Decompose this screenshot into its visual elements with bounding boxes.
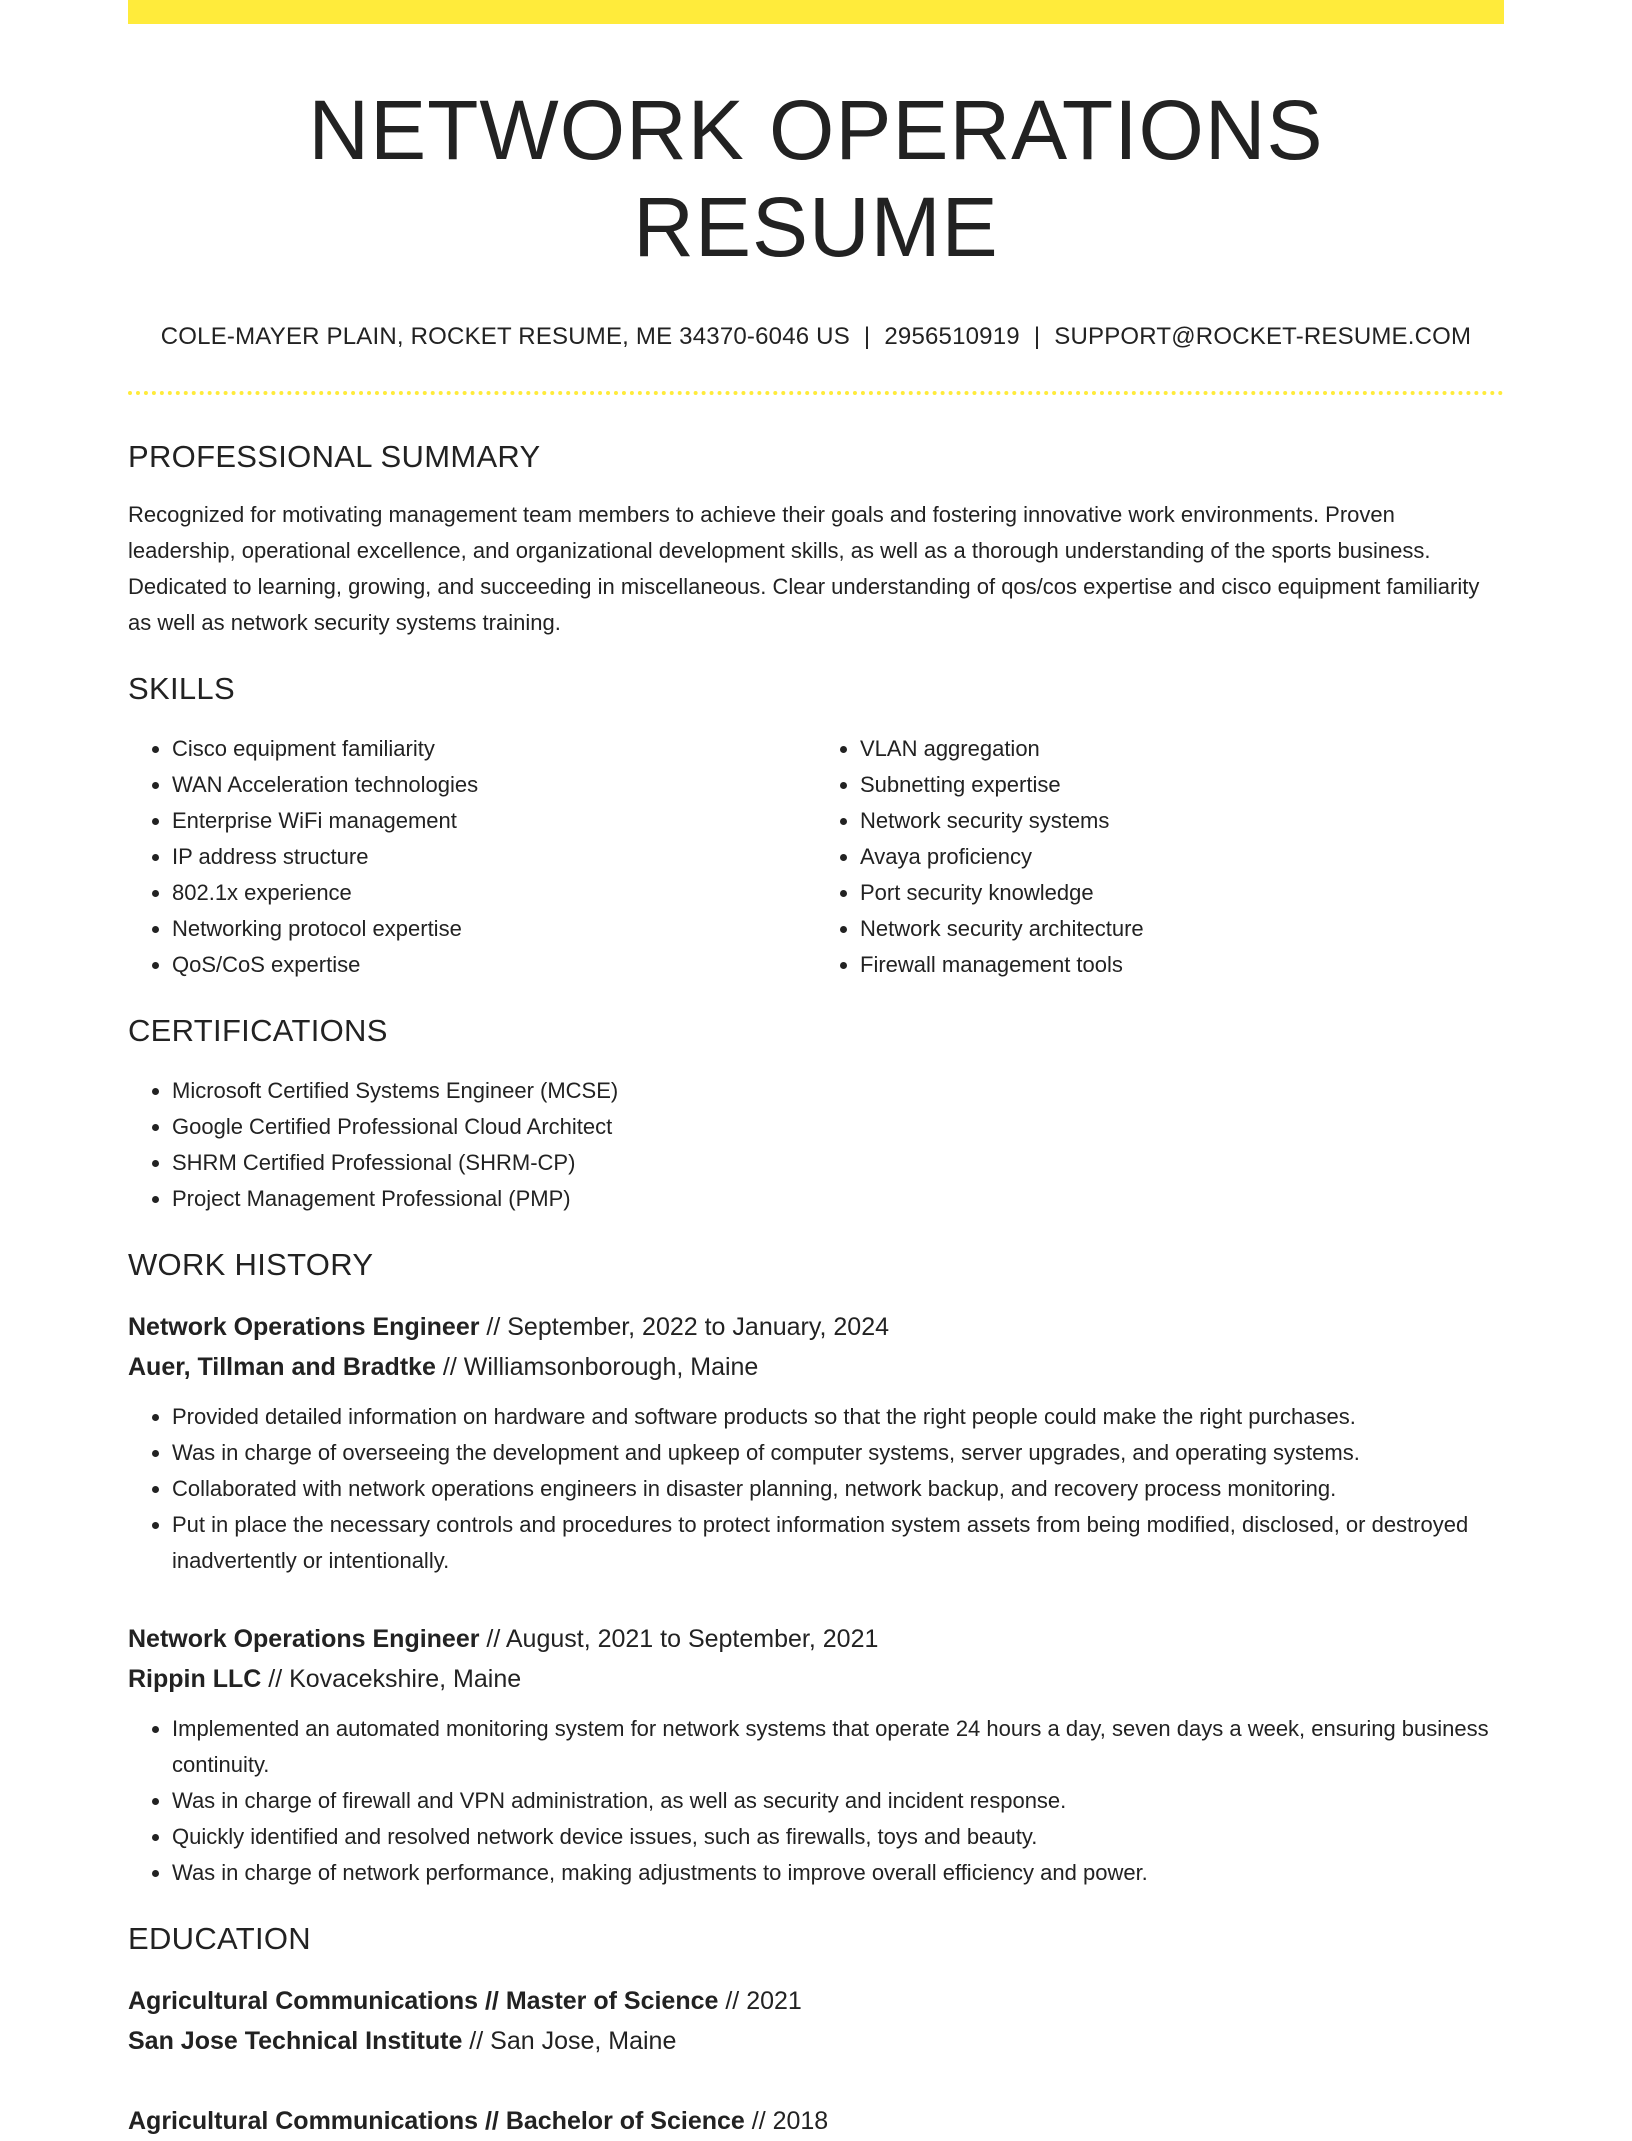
- degree-year: // 2018: [744, 2107, 829, 2136]
- list-item: • SHRM Certified Professional (SHRM-CP): [172, 1145, 1504, 1181]
- degree-year: // 2021: [718, 1987, 802, 2016]
- work-history-section: [128, 1247, 1504, 1891]
- list-item: • IP address structure: [172, 839, 816, 875]
- resume-title: NETWORK OPERATIONS RESUME: [308, 83, 1324, 274]
- contact-email[interactable]: SUPPORT@ROCKET-RESUME.COM: [1054, 323, 1472, 351]
- skills-list-right: [816, 731, 1504, 983]
- education-section: [128, 1921, 1504, 2141]
- degree: Agricultural Communications // Master of Science: [128, 1987, 719, 2016]
- education-entry: [128, 1981, 1504, 2061]
- job-location: // Williamsonborough, Maine: [435, 1353, 759, 1382]
- degree-line: [128, 2101, 1504, 2141]
- list-item: • Firewall management tools: [860, 947, 1504, 983]
- list-item: • VLAN aggregation: [860, 731, 1504, 767]
- list-item: • QoS/CoS expertise: [172, 947, 816, 983]
- list-item: • Project Management Professional (PMP): [172, 1181, 1504, 1217]
- list-item: • Microsoft Certified Systems Engineer (MCSE): [172, 1073, 1504, 1109]
- job-company-line: [128, 1347, 1504, 1387]
- list-item: • 802.1x experience: [172, 875, 816, 911]
- job-title-line: [128, 1619, 1504, 1659]
- accent-bar: [128, 0, 1504, 24]
- list-item: • Was in charge of network performance, making adjustments to improve overall efficiency and power.: [172, 1855, 1504, 1891]
- contact-address: COLE-MAYER PLAIN, ROCKET RESUME, ME 34370-6046 US: [160, 323, 850, 351]
- job-company: Auer, Tillman and Bradtke: [128, 1353, 436, 1382]
- certifications-section: [128, 1013, 1504, 1217]
- summary-text: Recognized for motivating management team members to achieve their goals and fostering innovative work environments. Proven leadership, operational excellence, and organizational development skills, as well as a thorough understanding of the sports business. Dedicated to learning, growing, and succeeding in miscellaneous. Clear understanding of qos/cos expertise and cisco equipment familiarity as well as network security systems training.: [128, 502, 1480, 636]
- section-heading: EDUCATION: [128, 1921, 311, 1957]
- certifications-list: [128, 1073, 1504, 1217]
- contact-line: [128, 323, 1504, 351]
- list-item: • Was in charge of firewall and VPN administration, as well as security and incident response.: [172, 1783, 1504, 1819]
- section-heading: WORK HISTORY: [128, 1247, 374, 1283]
- list-item: • Network security systems: [860, 803, 1504, 839]
- school-line: [128, 2021, 1504, 2061]
- list-item: • Implemented an automated monitoring system for network systems that operate 24 hours a day, seven days a week, ensuring business continuity.: [172, 1711, 1504, 1783]
- contact-separator: |: [863, 323, 871, 351]
- summary-section: [128, 439, 1504, 641]
- job-dates: // August, 2021 to September, 2021: [479, 1625, 879, 1654]
- degree-line: [128, 1981, 1504, 2021]
- list-item: • Quickly identified and resolved network device issues, such as firewalls, toys and beauty.: [172, 1819, 1504, 1855]
- list-item: • Subnetting expertise: [860, 767, 1504, 803]
- list-item: • Avaya proficiency: [860, 839, 1504, 875]
- section-heading: SKILLS: [128, 671, 235, 707]
- list-item: • Networking protocol expertise: [172, 911, 816, 947]
- job-entry: [128, 1619, 1504, 1891]
- list-item: • Cisco equipment familiarity: [172, 731, 816, 767]
- education-entry: [128, 2101, 1504, 2141]
- section-heading: CERTIFICATIONS: [128, 1013, 388, 1049]
- job-title: Network Operations Engineer: [128, 1625, 480, 1654]
- job-dates: // September, 2022 to January, 2024: [479, 1313, 890, 1342]
- job-bullets: [128, 1399, 1504, 1579]
- header-divider: [128, 391, 1504, 395]
- list-item: • Port security knowledge: [860, 875, 1504, 911]
- list-item: • Provided detailed information on hardware and software products so that the right people could make the right purchases.: [172, 1399, 1504, 1435]
- list-item: • Was in charge of overseeing the development and upkeep of computer systems, server upgrades, and operating systems.: [172, 1435, 1504, 1471]
- contact-phone: 2956510919: [884, 323, 1020, 351]
- list-item: • Collaborated with network operations engineers in disaster planning, network backup, and recovery process monitoring.: [172, 1471, 1504, 1507]
- skills-section: [128, 671, 1504, 983]
- contact-separator: |: [1033, 323, 1041, 351]
- job-company-line: [128, 1659, 1504, 1699]
- school-location: // San Jose, Maine: [462, 2027, 677, 2056]
- list-item: • Enterprise WiFi management: [172, 803, 816, 839]
- list-item: • Put in place the necessary controls and procedures to protect information system assets from being modified, disclosed, or destroyed inadvertently or intentionally.: [172, 1507, 1504, 1579]
- job-company: Rippin LLC: [128, 1665, 262, 1694]
- job-title-line: [128, 1307, 1504, 1347]
- degree: Agricultural Communications // Bachelor of Science: [128, 2107, 745, 2136]
- job-location: // Kovacekshire, Maine: [261, 1665, 522, 1694]
- list-item: • WAN Acceleration technologies: [172, 767, 816, 803]
- list-item: • Google Certified Professional Cloud Architect: [172, 1109, 1504, 1145]
- section-heading: PROFESSIONAL SUMMARY: [128, 439, 541, 475]
- job-bullets: [128, 1711, 1504, 1891]
- skills-columns: [128, 731, 1504, 983]
- resume-page: [128, 0, 1504, 2141]
- school: San Jose Technical Institute: [128, 2027, 463, 2056]
- list-item: • Network security architecture: [860, 911, 1504, 947]
- job-entry: [128, 1307, 1504, 1579]
- job-title: Network Operations Engineer: [128, 1313, 480, 1342]
- skills-list-left: [128, 731, 816, 983]
